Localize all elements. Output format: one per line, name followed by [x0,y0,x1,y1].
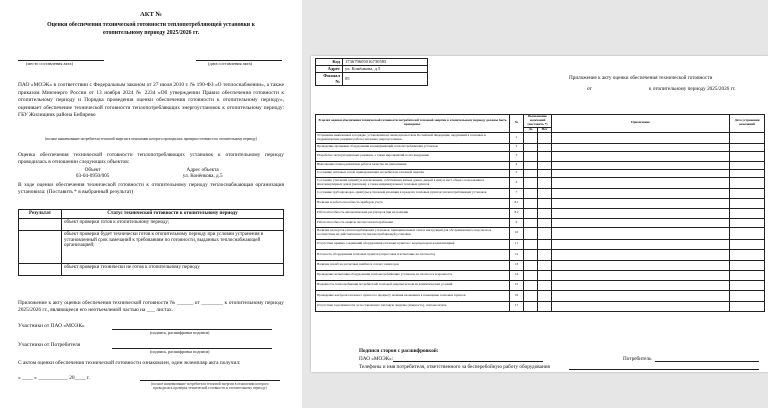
checklist-item-number: 16 [510,290,524,301]
checklist-table [315,114,765,312]
checklist-note-cell[interactable] [552,249,730,260]
checklist-row [316,260,765,270]
checklist-note-cell[interactable] [552,290,730,301]
checklist-item-description: Наличие и работоспособность приборов учета [316,198,510,208]
checklist-yes-cell[interactable] [524,218,538,227]
result-paragraph: В ходе оценки обеспечения технической готовности к отопительному периоду теплоснабжающая организация установила: (Поставить * в выбранный результат) [18,182,284,196]
checklist-item-number: 8.2 [510,208,524,218]
checklist-note-cell[interactable] [552,301,730,311]
checklist-yes-cell[interactable] [524,188,538,198]
appendix-page [311,56,768,372]
result-table [18,209,284,276]
checklist-no-cell[interactable] [538,132,552,143]
act-page [0,0,302,408]
checklist-yes-cell[interactable] [524,301,538,311]
checklist-row [316,249,765,260]
checklist-row [316,301,765,311]
checklist-item-number: 1 [510,132,524,143]
checklist-note-cell[interactable] [552,188,730,198]
acknowledgement-line[interactable] [140,380,280,381]
checklist-item-description: Состояние утепления зданий (за исключением, собственных жилых домов, дверей в них) и мест общего пользования в многоквартирных домах (включая), а также индивидуальных тепловых пунктов [316,177,510,188]
checklist-date-cell[interactable] [730,177,765,188]
checklist-no-cell[interactable] [538,270,552,280]
checklist-item-number: 10 [510,227,524,239]
checklist-item-description: Разработка эксплуатационных режимов, а также мероприятий по их внедрению [316,151,510,161]
checklist-row [316,177,765,188]
checklist-item-description: Плотность оборудования тепловых пунктов (опрессовка и испытание на плотность) [316,249,510,260]
checklist-item-description: Работоспособность защиты систем теплопотребления [316,218,510,227]
checklist-yes-cell[interactable] [524,177,538,188]
checklist-note-cell[interactable] [552,177,730,188]
checklist-item-number: 15 [510,280,524,290]
footer-contacts-line[interactable] [569,369,759,370]
checklist-note-cell[interactable] [552,198,730,208]
checklist-yes-cell[interactable] [524,151,538,161]
checklist-item-number: 2 [510,143,524,151]
checklist-item-description: Надежность теплоснабжения потребителей тепловой энергии исходя из климатических условий [316,280,510,290]
checklist-row [316,239,765,249]
sig-consumer-line[interactable] [655,361,759,362]
checklist-note-cell[interactable] [552,227,730,239]
checklist-item-number: 13 [510,260,524,270]
checklist-no-cell[interactable] [538,169,552,177]
address-value: ул. Конёнкова, д.5 [343,66,428,73]
checklist-no-cell[interactable] [538,177,552,188]
moek-signature-caption: (подпись, расшифровка подписи) [150,330,210,335]
sig-moek-label: ПАО «МОЭК»: [359,356,394,362]
checklist-no-cell[interactable] [538,290,552,301]
checklist-note-cell[interactable] [552,151,730,161]
checklist-no-cell[interactable] [538,249,552,260]
checklist-item-number: 3 [510,151,524,161]
checklist-yes-cell[interactable] [524,208,538,218]
checklist-yes-cell[interactable] [524,143,538,151]
checklist-note-cell[interactable] [552,260,730,270]
checklist-item-description: Проведение испытания оборудования теплопотребляющих установок на плотность и прочность [316,270,510,280]
result-cell-2[interactable] [19,230,62,263]
checklist-yes-cell[interactable] [524,260,538,270]
object-number: 03-04-0950/005 [75,173,110,179]
checklist-date-cell[interactable] [730,260,765,270]
checklist-item-description: Выполнение плана ремонтных работ и качество их выполнения [316,161,510,169]
checklist-item-description: Наличие пломб на расчетных шайбах и соплах элеваторов [316,260,510,270]
checklist-no-cell[interactable] [538,198,552,208]
checklist-item-description: Устранение выявленных в порядке, установленном законодательством Российской Федерации, нарушений в тепловых и гидравлических режимах работы тепловых энергоустановок [316,132,510,143]
checklist-yes-cell[interactable] [524,198,538,208]
checklist-item-number: 7 [510,188,524,198]
status-option-not-ready: объект проверки технически не готов к отопительному периоду [62,263,284,275]
checklist-item-description: Проведение промывки оборудования и коммуникаций теплопотребляющих установок [316,143,510,151]
checklist-no-cell[interactable] [538,161,552,169]
checklist-note-cell[interactable] [552,280,730,290]
checklist-row [316,188,765,198]
checklist-item-description: Наличие паспортов теплопотребляющих установок, принципиальных схем и инструкций для обслуживающего персонала и соответствие их действительности теплопотребляющей установки [316,227,510,239]
sig-moek-line[interactable] [393,361,543,362]
acknowledgement-date: « ____ » ___________ 20____ г. [18,375,90,381]
acknowledgement-caption: (полное наименование потребителя тепловой энергии в отношении которого проводилась проверка технической готовности к отопительному периоду) [151,382,269,391]
checklist-yes-cell[interactable] [524,290,538,301]
checklist-yes-cell[interactable] [524,239,538,249]
acknowledgement-paragraph: С актом оценки обеспечения технической готовности ознакомлен, один экземпляр акта получил: [18,360,241,366]
status-option-ready: объект проверки готов к отопительному периоду; [62,218,284,230]
checklist-row [316,132,765,143]
checklist-yes-cell[interactable] [524,249,538,260]
checklist-date-cell[interactable] [730,208,765,218]
checklist-yes-cell[interactable] [524,132,538,143]
checklist-note-cell[interactable] [552,132,730,143]
col-done: Выполнение замечаний (поставить *) [524,115,552,128]
checklist-row [316,208,765,218]
checklist-date-cell[interactable] [730,151,765,161]
checklist-item-description: Отсутствие прямых соединений оборудования тепловых пунктов с водопроводом и канализацией [316,239,510,249]
checklist-item-description: Проведение контроля теплового пункта по предмету наличия вложенных в помещение тепловых пунктов [316,290,510,301]
col-number: № [510,115,524,133]
checklist-note-cell[interactable] [552,161,730,169]
consumer-participants-label: Участники от Потребителя [18,342,81,348]
objects-table [42,167,262,179]
checklist-item-number: 6 [510,177,524,188]
branch-label: Филиал № [316,73,343,86]
act-intro-paragraph: ПАО «МОЭК» в соответствии с Федеральным законом от 27 июля 2010 г. № 190-ФЗ «О теплоснабжении», а также приказом Минэнерго России от 13 ноября 2024 № 2234 «Об утверждении Правил обеспечения готовности к отопительному периоду и Порядка проведения оценки обеспечения готовности к отопительному периоду», оценивает обеспечение технической готовности теплопотребляющих энергоустановок к отопительному периоду: ГБУ Жилищник района Бибирево [18,82,284,119]
checklist-row [316,151,765,161]
address-label: Адрес [316,66,343,73]
col-no: Нет [538,127,552,132]
checklist-date-cell[interactable] [730,161,765,169]
act-subtitle-2: отопительному периоду 2025/2026 гг. [102,30,200,36]
checklist-date-cell[interactable] [730,290,765,301]
consumer-signature-caption: (подпись, расшифровка подписи) [150,349,210,354]
checklist-date-cell[interactable] [730,301,765,311]
checklist-no-cell[interactable] [538,143,552,151]
checklist-item-number: 9 [510,218,524,227]
checklist-yes-cell[interactable] [524,169,538,177]
appendix-title: Приложение к акту оценки обеспечения технической готовности [569,75,713,81]
checklist-item-number: 4 [510,161,524,169]
objects-paragraph: Оценка обеспечения технической готовности теплопотребляющих установок к отопительному периоду проводилась в отношении следующих объектов: [18,152,284,166]
checklist-date-cell[interactable] [730,132,765,143]
checklist-item-number: 5 [510,169,524,177]
checklist-no-cell[interactable] [538,260,552,270]
checklist-note-cell[interactable] [552,270,730,280]
checklist-yes-cell[interactable] [524,227,538,239]
appendix-from: от [587,86,592,92]
checklist-yes-cell[interactable] [524,161,538,169]
code-value: 173679605016730585 [343,59,428,66]
checklist-row [316,290,765,301]
checklist-yes-cell[interactable] [524,280,538,290]
checklist-item-number: 14 [510,270,524,280]
checklist-no-cell[interactable] [538,301,552,311]
status-header: Статус технической готовности к отопительному периоду [62,210,284,219]
code-label: Код [316,59,343,66]
checklist-note-cell[interactable] [552,218,730,227]
checklist-item-number: 11 [510,239,524,249]
object-address: ул. Конёнкова, д.5 [182,173,223,179]
checklist-item-description: Отсутствие задолженности за поставленную тепловую энергию (мощность), теплоноситель [316,301,510,311]
act-subtitle-1: Оценки обеспечения технической готовности теплопотребляющей установки к [47,22,255,28]
result-cell-3[interactable] [19,263,62,275]
checklist-no-cell[interactable] [538,208,552,218]
checklist-row [316,218,765,227]
checklist-no-cell[interactable] [538,218,552,227]
act-title: АКТ № [140,11,162,18]
checklist-item-number: 8.1 [510,198,524,208]
signatures-title: Подписи сторон с расшифровкой: [359,348,439,354]
checklist-date-cell[interactable] [730,218,765,227]
place-caption: (место составления акта) [26,61,73,66]
status-option-conditional: объект проверки будет технически готов к отопительному периоду при условии устранения в установленный срок замечаний к требованиям по готовности, выданных теплоснабжающей организацией; [62,230,284,263]
checklist-item-number: 12 [510,249,524,260]
object-address-header: Адрес объекта [186,167,219,173]
checklist-item-description: Состояние трубопроводов, арматуры и тепловой изоляции в пределах тепловых пунктов теплопотребляющих установок [316,188,510,198]
appendix-paragraph: Приложение к акту оценки обеспечения технической готовности № ______ от ________ к отопительному периоду 2025/2026 гг., являющееся его неотъемлемой частью на ___ листах. [18,300,284,314]
col-description: В целях оценки обеспечения технической готовности потребителей тепловой энергии к отопительному периоду должны быть проведены: [316,115,510,133]
sig-consumer-label: Потребитель [623,356,652,362]
consumer-caption: (полное наименование потребителя тепловой энергии в отношении которого проводилась проверка готовности к отопительному периоду) [45,137,257,141]
checklist-row [316,198,765,208]
checklist-item-number: 17 [510,301,524,311]
checklist-date-cell[interactable] [730,227,765,239]
col-note: Примечание [552,115,730,133]
checklist-date-cell[interactable] [730,143,765,151]
checklist-item-description: Работоспособность автоматических регуляторов при их наличии [316,208,510,218]
checklist-row [316,280,765,290]
col-yes: Да [524,127,538,132]
checklist-item-description: Состояние тепловых сетей, принадлежащих потребителю тепловой энергии [316,169,510,177]
checklist-date-cell[interactable] [730,270,765,280]
moek-participants-label: Участники от ПАО «МОЭК» [18,323,85,329]
checklist-date-cell[interactable] [730,249,765,260]
date-caption: (дата составления акта) [208,61,253,66]
checklist-date-cell[interactable] [730,198,765,208]
checklist-row [316,161,765,169]
checklist-date-cell[interactable] [730,280,765,290]
checklist-row [316,270,765,280]
col-fix-date: Дата устранения замечаний [730,115,765,133]
appendix-period: к отопительному периоду 2025/2026 гг. [649,86,736,92]
checklist-no-cell[interactable] [538,239,552,249]
checklist-note-cell[interactable] [552,208,730,218]
checklist-no-cell[interactable] [538,280,552,290]
checklist-row [316,169,765,177]
checklist-note-cell[interactable] [552,169,730,177]
checklist-row [316,227,765,239]
checklist-row [316,143,765,151]
branch-value: 05 [343,73,428,86]
checklist-no-cell[interactable] [538,188,552,198]
checklist-date-cell[interactable] [730,239,765,249]
checklist-note-cell[interactable] [552,239,730,249]
checklist-no-cell[interactable] [538,151,552,161]
checklist-yes-cell[interactable] [524,270,538,280]
checklist-no-cell[interactable] [538,227,552,239]
object-header: Объект [84,167,101,173]
result-cell-1[interactable] [19,218,62,230]
footer-contacts: Телефоны и имя потребителя, ответственного за бесперебойную работу оборудования [359,364,550,370]
checklist-date-cell[interactable] [730,169,765,177]
result-header: Результат [19,210,62,219]
checklist-note-cell[interactable] [552,143,730,151]
object-info-table [315,58,428,86]
checklist-date-cell[interactable] [730,188,765,198]
